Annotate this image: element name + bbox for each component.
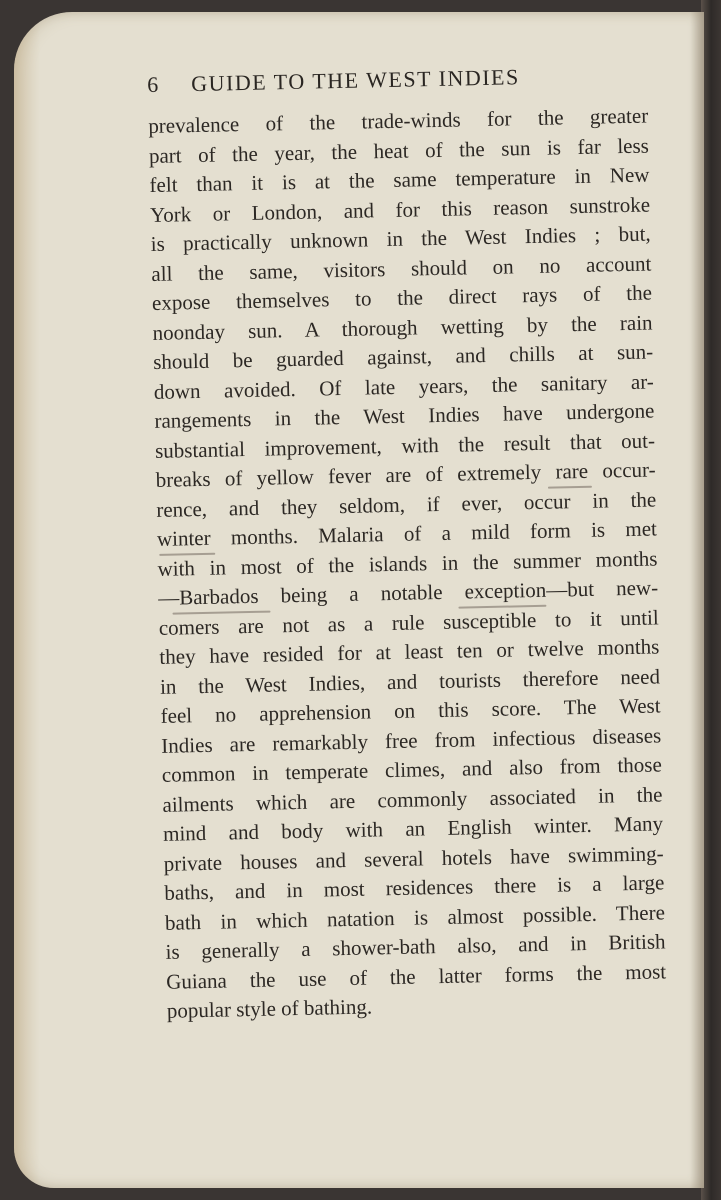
body-text — [148, 102, 667, 1027]
text-line: Indies are remarkably free from infectious diseases — [161, 722, 662, 758]
text-line: part of the year, the heat of the sun is far less — [148, 133, 650, 168]
text-line: comers are not as a rule susceptible to it until — [158, 604, 659, 640]
running-header — [147, 62, 618, 106]
text-line: mind and body with an English winter. Many — [162, 811, 664, 846]
text-line: ailments which are commonly associated in the — [162, 781, 663, 817]
text-line: private houses and several hotels have swimming- — [163, 840, 664, 876]
text-line: common in temperate climes, and also from those — [161, 752, 663, 787]
text-line: rangements in the West Indies have undergone — [154, 398, 655, 433]
text-line: bath in which natation is almost possible. There — [164, 899, 666, 935]
text-line: baths, and in most residences there is a large — [164, 870, 665, 905]
book-page — [14, 12, 704, 1188]
text-line: noonday sun. A thorough wetting by the rain — [152, 309, 653, 345]
text-line: with in most of the islands in the summer months — [157, 545, 658, 581]
text-line: Guiana the use of the latter forms the most — [165, 958, 667, 994]
text-line: felt than it is at the same temperature in New — [149, 162, 650, 197]
text-line: they have resided for at least ten or twelve months — [159, 634, 660, 669]
book-binding — [701, 0, 721, 1200]
text-line: is generally a shower-bath also, and in British — [165, 929, 666, 964]
text-line: popular style of bathing. — [166, 994, 373, 1023]
text-line: down avoided. Of late years, the sanitary ar- — [153, 368, 654, 404]
running-head-title: GUIDE TO THE WEST INDIES — [190, 64, 520, 97]
text-line: —Barbados being a notable exception—but new- — [157, 575, 659, 610]
text-line: should be guarded against, and chills at sun- — [152, 339, 654, 374]
text-line: all the same, visitors should on no account — [151, 250, 652, 286]
page-number: 6 — [147, 71, 161, 97]
text-line: substantial improvement, with the result that out- — [154, 427, 656, 463]
text-line: expose themselves to the direct rays of the — [151, 280, 653, 315]
text-line: rence, and they seldom, if ever, occur in the — [156, 486, 657, 522]
text-line: is practically unknown in the West Indies ; but, — [150, 221, 651, 256]
text-line: York or London, and for this reason sunstroke — [149, 192, 651, 227]
text-line: breaks of yellow fever are of extremely rare occur- — [155, 457, 656, 492]
text-line: winter months. Malaria of a mild form is met — [156, 516, 658, 551]
text-line: feel no apprehension on this score. The West — [160, 693, 661, 728]
text-line: prevalence of the trade-winds for the greater — [148, 103, 649, 138]
text-line: in the West Indies, and tourists therefore need — [159, 663, 661, 699]
